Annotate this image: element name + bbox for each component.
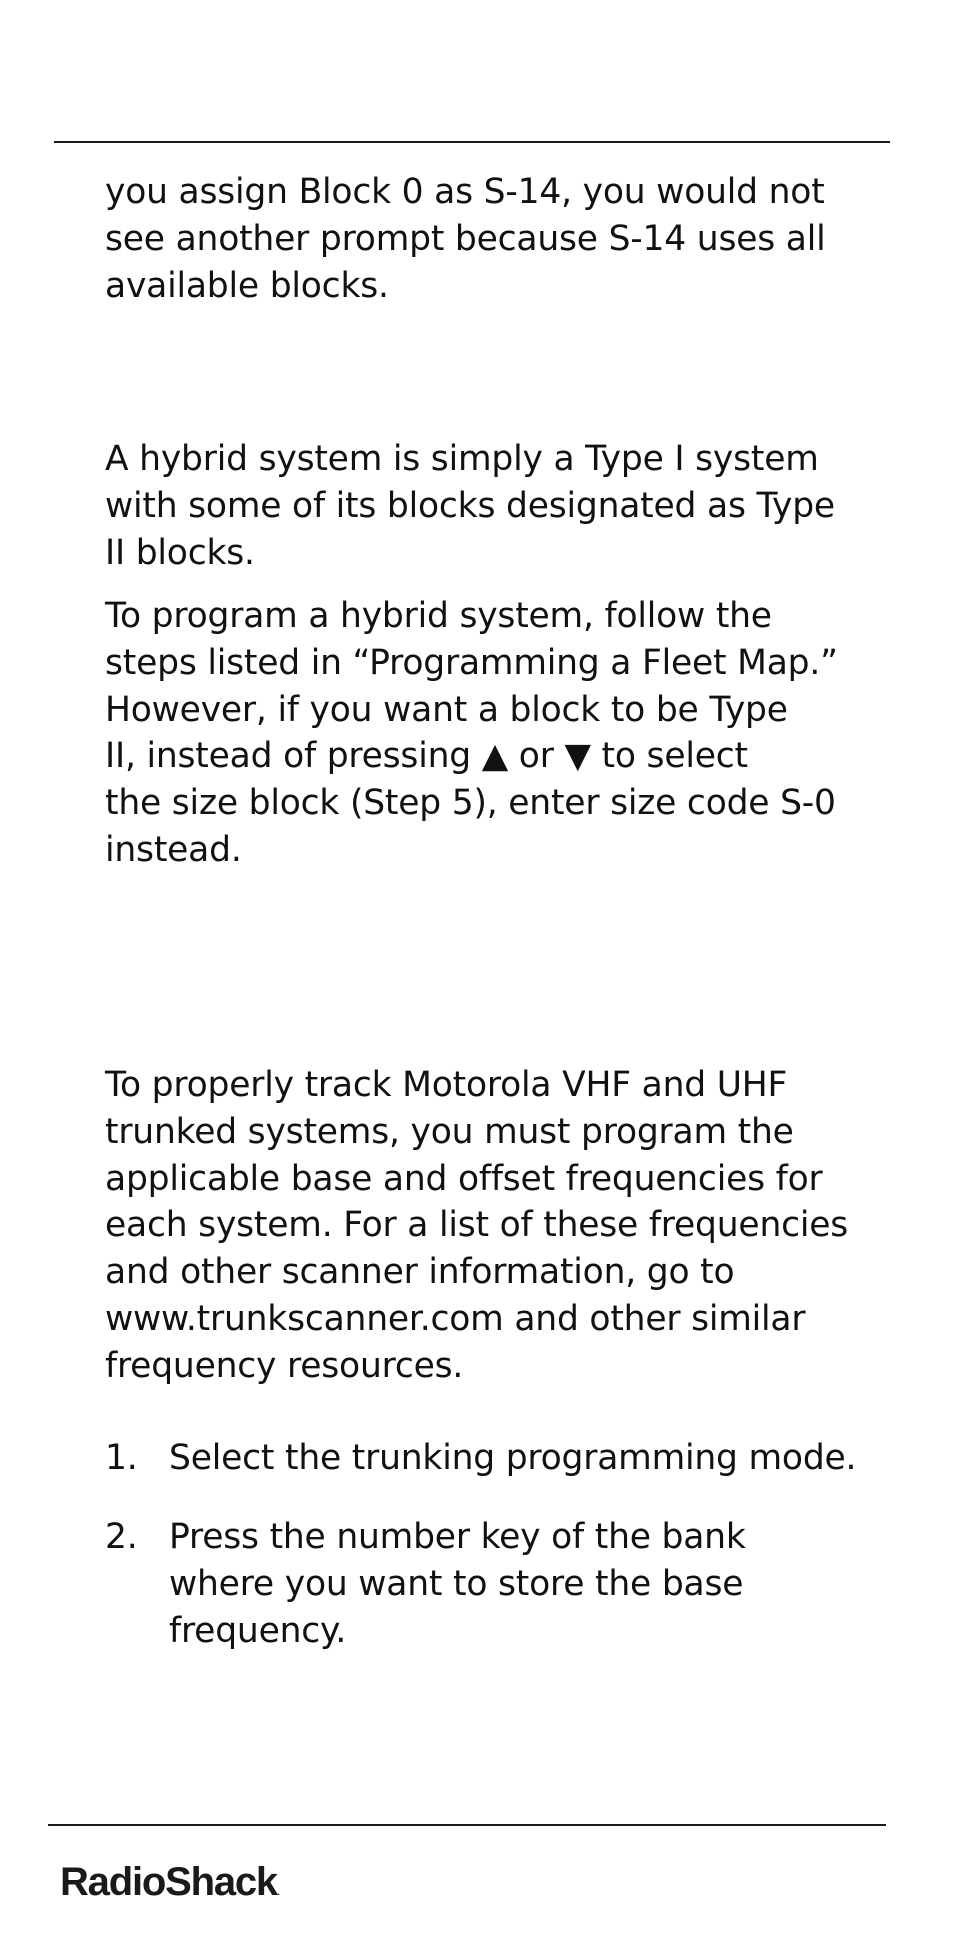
- paragraph-hybrid-definition: A hybrid system is simply a Type I system with some of its blocks designated as Type II blocks.: [105, 439, 835, 573]
- top-divider: [54, 141, 890, 143]
- paragraph-block-prompt: you assign Block 0 as S-14, you would not see another prompt because S-14 uses all available blocks.: [105, 172, 826, 306]
- paragraph-hybrid-programming: To program a hybrid system, follow the steps listed in “Programming a Fleet Map.” However, if you want a block to be Type II, instead of pressing ▲ or ▼ to select the size block (Step 5), enter size code S-0 instead.: [105, 596, 838, 870]
- bottom-divider: [48, 1824, 886, 1826]
- logo-mark: .: [276, 1884, 281, 1898]
- step-text: Select the trunking programming mode.: [169, 1438, 857, 1478]
- step-text: Press the number key of the bank where you want to store the base frequency.: [169, 1517, 746, 1651]
- radioshack-logo: [60, 1862, 280, 1902]
- logo-text: RadioShack: [60, 1860, 277, 1904]
- step-number: 2.: [105, 1517, 138, 1557]
- paragraph-base-offset-intro: To properly track Motorola VHF and UHF trunked systems, you must program the applicable base and offset frequencies for each system. For a list of these frequencies and other scanner information, go to www.trunkscanner.com and other similar frequency resources.: [105, 1065, 849, 1386]
- step-number: 1.: [105, 1438, 138, 1478]
